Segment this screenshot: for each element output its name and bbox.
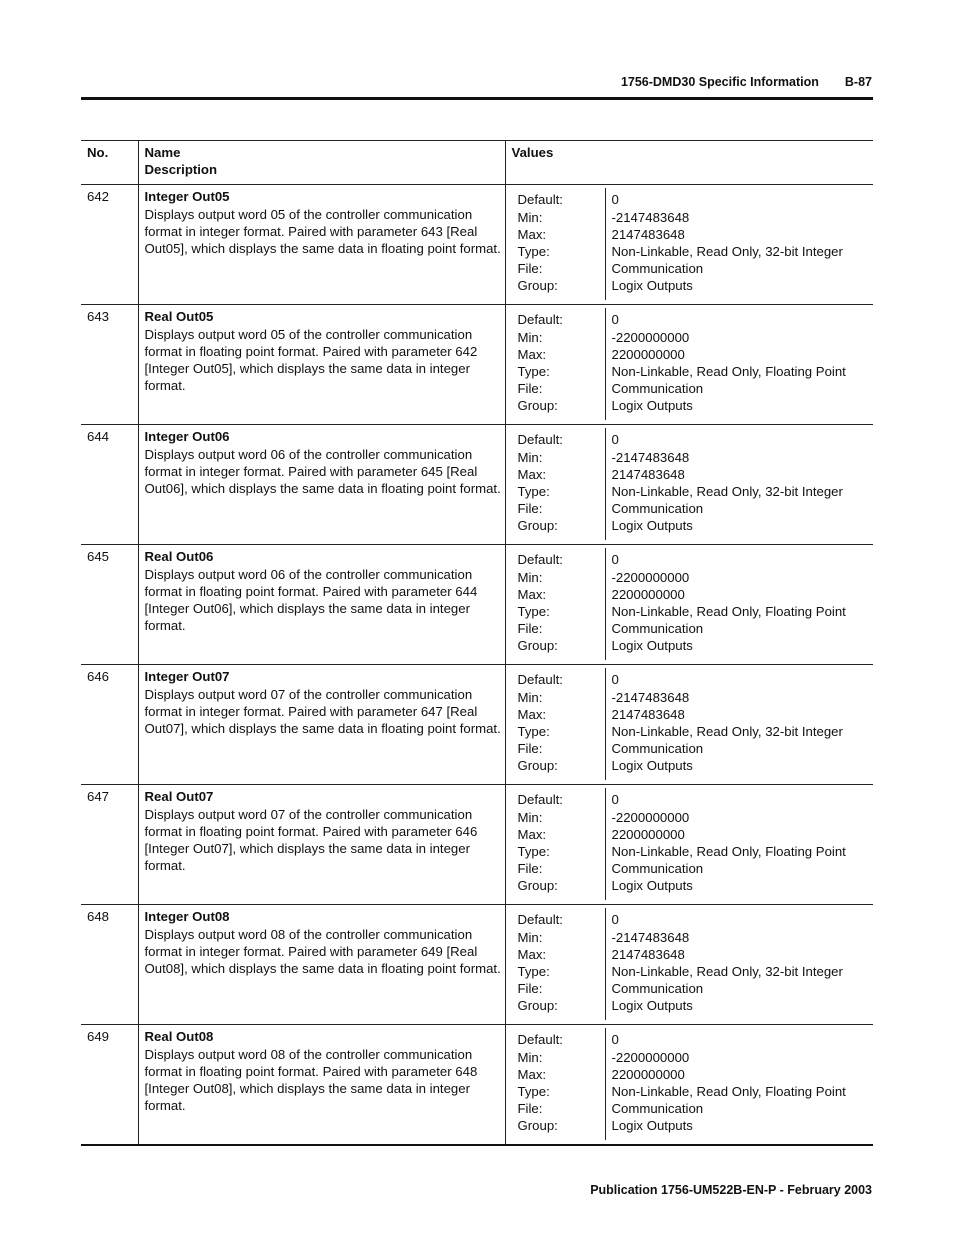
value-label: Min: — [517, 809, 543, 825]
value-label: Max: — [517, 1066, 547, 1082]
value-entry: -2200000000 — [611, 1049, 690, 1065]
value-entries — [606, 788, 868, 900]
value-entry: 0 — [611, 672, 619, 688]
value-entry: -2200000000 — [611, 329, 690, 345]
value-labels — [512, 788, 606, 900]
value-label: Default: — [517, 552, 563, 568]
param-values — [505, 1025, 873, 1146]
value-label: File: — [517, 501, 543, 517]
value-label: Min: — [517, 689, 543, 705]
value-label: Type: — [517, 244, 550, 260]
value-label: Max: — [517, 346, 547, 362]
param-number: 645 — [81, 545, 138, 665]
value-entry: Non-Linkable, Read Only, 32-bit Integer — [611, 964, 843, 980]
value-label: Group: — [517, 518, 558, 534]
param-description-line: format in floating point format. Paired with parameter 644 — [144, 583, 478, 599]
table-row — [81, 785, 873, 905]
value-label: Type: — [517, 484, 550, 500]
param-name: Integer Out07 — [144, 669, 230, 685]
param-number: 643 — [81, 305, 138, 425]
param-name-description — [138, 305, 505, 425]
value-label: File: — [517, 261, 543, 277]
table-row — [81, 305, 873, 425]
param-description-line: Out08], which displays the same data in floating point format. — [144, 961, 501, 977]
param-values — [505, 665, 873, 785]
param-description-line: format in floating point format. Paired with parameter 642 — [144, 343, 478, 359]
value-label: Type: — [517, 1084, 550, 1100]
value-entry: -2147483648 — [611, 449, 690, 465]
value-label: Group: — [517, 878, 558, 894]
value-labels — [512, 308, 606, 420]
param-description-line: format in integer format. Paired with parameter 647 [Real — [144, 703, 478, 719]
value-label: Default: — [517, 312, 563, 328]
param-name: Integer Out08 — [144, 909, 230, 925]
param-number: 646 — [81, 665, 138, 785]
value-label: Max: — [517, 706, 547, 722]
header-no: No. — [81, 141, 138, 185]
value-entry: 0 — [611, 912, 619, 928]
value-label: Min: — [517, 929, 543, 945]
value-entry: Logix Outputs — [611, 638, 693, 654]
value-entry: -2200000000 — [611, 569, 690, 585]
value-entry: Logix Outputs — [611, 518, 693, 534]
value-labels — [512, 428, 606, 540]
value-label: Type: — [517, 844, 550, 860]
value-entry: Logix Outputs — [611, 878, 693, 894]
value-entry: Communication — [611, 621, 704, 637]
value-label: File: — [517, 381, 543, 397]
param-description-line: [Integer Out06], which displays the same data in integer — [144, 601, 470, 617]
value-label: Default: — [517, 432, 563, 448]
value-entry: 0 — [611, 192, 619, 208]
header-name: Name — [144, 145, 181, 160]
value-label: Min: — [517, 449, 543, 465]
param-number: 644 — [81, 425, 138, 545]
table-row — [81, 185, 873, 305]
param-name-description — [138, 185, 505, 305]
param-description-line: Displays output word 08 of the controller communication — [144, 1046, 473, 1062]
param-description-line: Displays output word 07 of the controller communication — [144, 686, 473, 702]
value-label: Group: — [517, 1118, 558, 1134]
param-description-line: [Integer Out08], which displays the same data in integer — [144, 1081, 470, 1097]
header-rule — [81, 97, 873, 100]
value-label: Type: — [517, 364, 550, 380]
value-entry: 2200000000 — [611, 346, 685, 362]
value-entry: -2147483648 — [611, 689, 690, 705]
table-row — [81, 665, 873, 785]
value-entry: 2147483648 — [611, 226, 685, 242]
page-number: B-87 — [844, 75, 872, 89]
value-entries — [606, 188, 868, 300]
param-description-line: Displays output word 06 of the controller communication — [144, 566, 473, 582]
param-number: 648 — [81, 905, 138, 1025]
value-labels — [512, 668, 606, 780]
param-name-description — [138, 905, 505, 1025]
value-entries — [606, 428, 868, 540]
section-title: 1756-DMD30 Specific Information — [620, 75, 819, 89]
param-description-line: Out06], which displays the same data in floating point format. — [144, 481, 501, 497]
value-entry: Communication — [611, 1101, 704, 1117]
value-label: Min: — [517, 209, 543, 225]
param-description-line: Out07], which displays the same data in floating point format. — [144, 721, 501, 737]
value-entry: Communication — [611, 741, 704, 757]
value-label: Max: — [517, 826, 547, 842]
value-label: Default: — [517, 192, 563, 208]
value-label: File: — [517, 1101, 543, 1117]
value-entry: Logix Outputs — [611, 1118, 693, 1134]
value-label: Min: — [517, 1049, 543, 1065]
param-description-line: format in integer format. Paired with parameter 643 [Real — [144, 223, 478, 239]
value-label: Default: — [517, 1032, 563, 1048]
param-number: 647 — [81, 785, 138, 905]
value-labels — [512, 188, 606, 300]
value-entry: Non-Linkable, Read Only, Floating Point — [611, 604, 846, 620]
param-name: Real Out08 — [144, 1029, 214, 1045]
param-values — [505, 185, 873, 305]
param-values — [505, 305, 873, 425]
value-entry: Logix Outputs — [611, 398, 693, 414]
header-name-description — [138, 141, 505, 185]
value-label: File: — [517, 741, 543, 757]
param-description-line: format. — [144, 378, 186, 394]
value-entry: 2147483648 — [611, 706, 685, 722]
value-label: Max: — [517, 466, 547, 482]
param-description-line: format in integer format. Paired with parameter 649 [Real — [144, 943, 478, 959]
table-row — [81, 425, 873, 545]
value-label: Group: — [517, 758, 558, 774]
value-entry: Communication — [611, 381, 704, 397]
param-name: Real Out07 — [144, 789, 214, 805]
value-label: File: — [517, 981, 543, 997]
value-label: Max: — [517, 226, 547, 242]
value-entry: Communication — [611, 861, 704, 877]
param-name: Integer Out06 — [144, 429, 230, 445]
param-name-description — [138, 545, 505, 665]
param-name: Real Out06 — [144, 549, 214, 565]
value-label: Min: — [517, 329, 543, 345]
value-entry: Non-Linkable, Read Only, Floating Point — [611, 844, 846, 860]
table-row — [81, 1025, 873, 1146]
value-label: Default: — [517, 912, 563, 928]
param-description-line: format in integer format. Paired with parameter 645 [Real — [144, 463, 478, 479]
param-name-description — [138, 785, 505, 905]
value-entry: -2147483648 — [611, 209, 690, 225]
table-header-row — [81, 141, 873, 185]
value-label: Type: — [517, 604, 550, 620]
value-entry: 0 — [611, 1032, 619, 1048]
param-values — [505, 425, 873, 545]
page-header — [621, 75, 872, 89]
param-description-line: format. — [144, 618, 186, 634]
value-entry: 0 — [611, 792, 619, 808]
header-values: Values — [505, 141, 873, 185]
param-description-line: format in floating point format. Paired with parameter 648 — [144, 1063, 478, 1079]
value-labels — [512, 908, 606, 1020]
value-entry: 0 — [611, 312, 619, 328]
param-number: 649 — [81, 1025, 138, 1146]
value-entry: -2200000000 — [611, 809, 690, 825]
param-description-line: Displays output word 08 of the controller communication — [144, 926, 473, 942]
value-label: Group: — [517, 398, 558, 414]
value-entry: -2147483648 — [611, 929, 690, 945]
value-entry: 2200000000 — [611, 1066, 685, 1082]
param-name-description — [138, 665, 505, 785]
param-description-line: [Integer Out07], which displays the same data in integer — [144, 841, 470, 857]
value-entry: 2147483648 — [611, 466, 685, 482]
value-label: File: — [517, 861, 543, 877]
value-label: Max: — [517, 586, 547, 602]
value-entry: Communication — [611, 981, 704, 997]
param-description-line: Displays output word 05 of the controller communication — [144, 206, 473, 222]
param-description-line: Displays output word 07 of the controller communication — [144, 806, 473, 822]
param-values — [505, 905, 873, 1025]
value-entry: Logix Outputs — [611, 758, 693, 774]
value-entry: Non-Linkable, Read Only, Floating Point — [611, 364, 846, 380]
param-description-line: Displays output word 05 of the controller communication — [144, 326, 473, 342]
value-entry: Non-Linkable, Read Only, 32-bit Integer — [611, 724, 843, 740]
publication-footer: Publication 1756-UM522B-EN-P - February 2003 — [590, 1183, 872, 1197]
value-entry: Non-Linkable, Read Only, 32-bit Integer — [611, 244, 843, 260]
value-entries — [606, 308, 868, 420]
parameter-table — [81, 140, 873, 1146]
value-entry: Non-Linkable, Read Only, 32-bit Integer — [611, 484, 843, 500]
value-label: Type: — [517, 964, 550, 980]
value-entry: Communication — [611, 501, 704, 517]
param-number: 642 — [81, 185, 138, 305]
param-name: Real Out05 — [144, 309, 214, 325]
value-labels — [512, 548, 606, 660]
value-entry: 2200000000 — [611, 826, 685, 842]
param-name-description — [138, 1025, 505, 1146]
param-name-description — [138, 425, 505, 545]
param-description-line: Displays output word 06 of the controller communication — [144, 446, 473, 462]
value-entry: Logix Outputs — [611, 998, 693, 1014]
value-entry: Logix Outputs — [611, 278, 693, 294]
value-entries — [606, 1028, 868, 1140]
param-name: Integer Out05 — [144, 189, 230, 205]
value-label: Group: — [517, 638, 558, 654]
table-row — [81, 545, 873, 665]
param-description-line: Out05], which displays the same data in floating point format. — [144, 241, 501, 257]
param-values — [505, 785, 873, 905]
param-description-line: format. — [144, 858, 186, 874]
value-entry: 2200000000 — [611, 586, 685, 602]
value-label: Type: — [517, 724, 550, 740]
value-labels — [512, 1028, 606, 1140]
value-entry: Non-Linkable, Read Only, Floating Point — [611, 1084, 846, 1100]
table-row — [81, 905, 873, 1025]
value-label: Min: — [517, 569, 543, 585]
param-description-line: format in floating point format. Paired with parameter 646 — [144, 823, 478, 839]
value-entries — [606, 668, 868, 780]
value-label: Group: — [517, 278, 558, 294]
value-label: Default: — [517, 672, 563, 688]
param-description-line: format. — [144, 1098, 186, 1114]
value-entry: 0 — [611, 552, 619, 568]
value-entry: Communication — [611, 261, 704, 277]
value-label: File: — [517, 621, 543, 637]
value-entry: 0 — [611, 432, 619, 448]
value-entries — [606, 908, 868, 1020]
value-entry: 2147483648 — [611, 946, 685, 962]
param-values — [505, 545, 873, 665]
value-label: Default: — [517, 792, 563, 808]
param-description-line: [Integer Out05], which displays the same data in integer — [144, 361, 470, 377]
value-entries — [606, 548, 868, 660]
value-label: Max: — [517, 946, 547, 962]
value-label: Group: — [517, 998, 558, 1014]
header-description: Description — [144, 162, 218, 178]
